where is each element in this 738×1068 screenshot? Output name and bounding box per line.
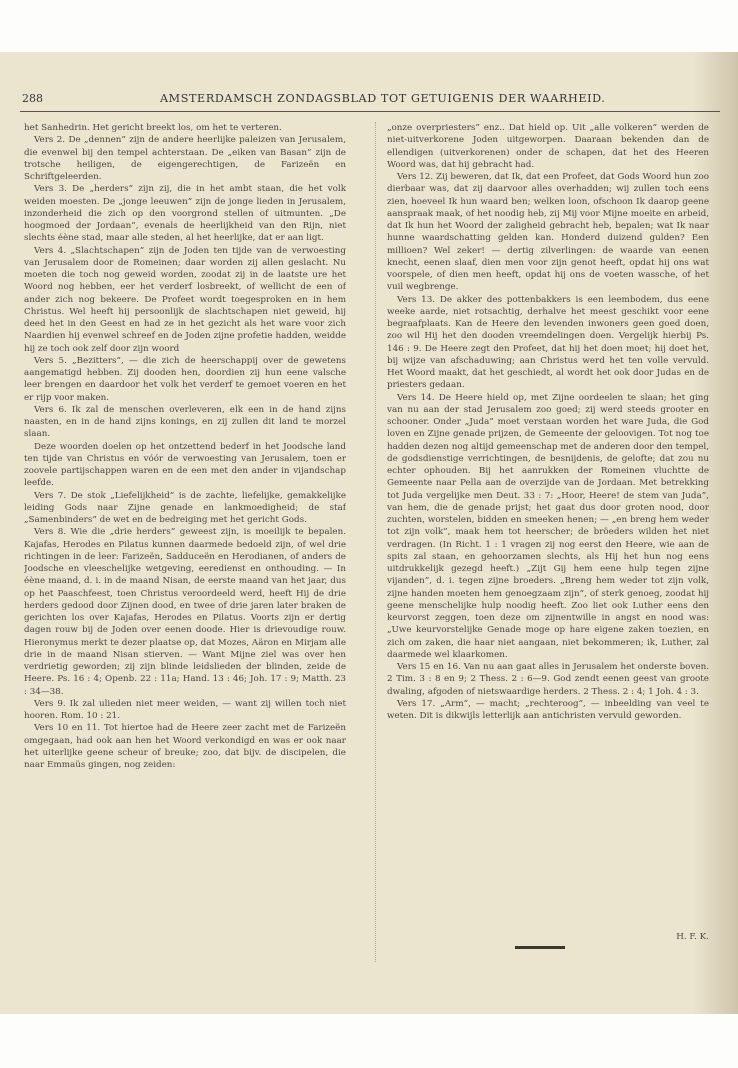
running-head: AMSTERDAMSCH ZONDAGSBLAD TOT GETUIGENIS DER WAARHEID. <box>160 92 606 105</box>
paragraph: Vers 8. Wie die „drie herders” geweest zijn, is moeilijk te bepalen. Kajafas, Herodes en Pilatus kunnen daarmede bedoeld zijn, of wel drie richtingen in de leer: Farizeën, Sadduceën en Herodianen, of anders de Joodsche en vleeschelijke wetgeving, eeredienst en onthouding. — In éène maand, d. i. in de maand Nisan, de eerste maand van het jaar, dus op het Paaschfeest, toen Christus veroordeeld werd, heeft Hij de drie herders gedood door Zijnen dood, en twee of drie jaren later braken de gerichten los over Kajafas, Herodes en Pilatus. Voorts zijn er dertig dagen rouw bij de Joden over eenen doode. Hier is drievoudige rouw. Hieronymus merkt te dezer plaatse op, dat Mozes, Aäron en Mirjam alle drie in de maand Nisan stierven. — Want Mijne ziel was over hen verdrietig geworden; zij zijn blinde leidslieden der blinden, zeide de Heere. Ps. 16 : 4; Openb. 22 : 11a; Hand. 13 : 46; Joh. 17 : 9; Matth. 23 : 34—38. <box>24 527 346 697</box>
paragraph: Deze woorden doelen op het ontzettend bederf in het Joodsche land ten tijde van Christus en vóór de verwoesting van Jerusalem, toen er zoovele partijschappen waren en de een met den ander in vijandschap leefde. <box>24 441 346 489</box>
column-separator <box>375 122 376 962</box>
paragraph: Vers 17. „Arm”, — macht; „rechteroog”, — inbeelding van veel te weten. Dit is dikwijls letterlijk aan antichristen vervuld geworden. <box>387 698 709 721</box>
paragraph: Vers 9. Ik zal ulieden niet meer weiden, — want zij willen toch niet hooren. Rom. 10 : 21. <box>24 698 346 721</box>
signature: H. F. K. <box>676 932 709 942</box>
paragraph: Vers 6. Ik zal de menschen overleveren, elk een in de hand zijns naasten, en in de hand zijns konings, en zij zullen dit land te morzel slaan. <box>24 404 346 440</box>
paragraph: Vers 4. „Slachtschapen” zijn de Joden ten tijde van de verwoesting van Jerusalem door de Romeinen; daar worden zij allen geslacht. Nu moeten die toch nog geweid worden, zoodat zij in de laatste ure het Woord nog hebben, eer het verderf losbreekt, of wellicht de een of ander zich nog bekeere. De Profeet wordt toegesproken en in hem Christus. Wel heeft hij persoonlijk de slachtschapen niet geweid, hij deed het in den Geest en had ze in het gezicht als het ware voor zich Naardien hij evenwel schreef en de Joden zijne profetie hadden, weidde hij ze toch ook zelf door zijn woord <box>24 245 346 354</box>
page-number: 288 <box>22 92 43 105</box>
paragraph: Vers 2. De „dennen” zijn de andere heerlijke paleizen van Jerusalem, die evenwel bij den tempel achterstaan. De „eiken van Basan” zijn de trotsche heiligen, de eigengerechtigen, de Farizeën en Schriftgeleerden. <box>24 135 346 182</box>
paragraph: „onze overpriesters” enz.. Dat hield op. Uit „alle volkeren” werden de niet-uitverkorene Joden uitgeworpen. Daaraan bekenden dan de ellendigen (uitverkorenen) onder de schapen, dat het des Heeren Woord was, dat hij gebracht had. <box>387 123 709 170</box>
left-column <box>24 122 346 967</box>
newspaper-page <box>0 52 738 1014</box>
right-column <box>387 122 709 967</box>
paragraph: Vers 3. De „herders” zijn zij, die in het ambt staan, die het volk weiden moesten. De „jonge leeuwen” zijn de jonge lieden in Jerusalem, inzonderheid die zich op den voorgrond stellen of uitmunten. „De hoogmoed der Jordaan”, evenals de heerlijkheid van den Rijn, niet slechts éène stad, maar alle steden, al het heerlijke, dat er aan ligt. <box>24 184 346 244</box>
paragraph: Vers 7. De stok „Liefelijkheid” is de zachte, liefelijke, gemakkelijke leiding Gods naar Zijne genade en lankmoedigheid; de staf „Samenbinders” de wet en de bedreiging met het gericht Gods. <box>24 490 346 525</box>
signature-line <box>387 932 709 942</box>
paragraph: Vers 13. De akker des pottenbakkers is een leembodem, dus eene weeke aarde, niet rotsachtig, derhalve het meest geschikt voor eene begraafplaats. Kan de Heere den levenden inwoners geen goed doen, zoo wil Hij het den dooden vreemdelingen doen. Vergelijk hierbij Ps. 146 : 9. De Heere zegt den Profeet, dat hij het doen moet; hij doet het, bij wijze van afschaduwing; aan Christus werd het ten volle vervuld. Het Woord maakt, dat het geschiedt, al wordt het ook door Judas en de priesters gedaan. <box>387 294 709 391</box>
paragraph: Vers 5. „Bezitters”, — die zich de heerschappij over de gewetens aangematigd hebben. Zij dooden hen, doordien zij hun eene valsche leer brengen en daardoor het volk het verderf te gemoet voeren en het er rijp voor maken. <box>24 355 346 403</box>
paragraph: het Sanhedrin. Het gericht breekt los, om het te verteren. <box>24 123 282 133</box>
paragraph: Vers 15 en 16. Van nu aan gaat alles in Jerusalem het onderste boven. 2 Tim. 3 : 8 en 9; 2 Thess. 2 : 6—9. God zendt eenen geest van groote dwaling, afgoden of nietswaardige herders. 2 Thess. 2 : 4; 1 Joh. 4 : 3. <box>387 662 709 697</box>
paragraph: Vers 12. Zij beweren, dat Ik, dat een Profeet, dat Gods Woord hun zoo dierbaar was, dat zij daarvoor alles overhadden; wij zullen toch eens zien, hoeveel Ik hun waard ben; welken loon, ofschoon Ik daarop geene aanspraak maak, of het noodig heb, zij Mij voor Mijne moeite en arbeid, dat Ik hun het Woord der zaligheid gebracht heb, bepalen; wat Ik naar hunne waardschatting gelden kan. Honderd duizend gulden? Een millioen? Wel zeker! — dertig zilverlingen: de waarde van eenen knecht, eenen slaaf, dien men voor zijn genot heeft, opdat hij ons wat voorspele, of dien men heeft, opdat hij ons de voeten wassche, of het vuil wegbrenge. <box>387 172 709 293</box>
header-rule <box>20 111 720 112</box>
paragraph: Vers 10 en 11. Tot hiertoe had de Heere zeer zacht met de Farizeën omgegaan, had ook aan hen het Woord verkondigd en was er ook naar het uiterlijke geene scheur of breuke; zoo, dat bijv. de discipelen, die naar Emmaüs gingen, nog zeiden: <box>24 723 346 770</box>
paragraph: Vers 14. De Heere hield op, met Zijne oordeelen te slaan; het ging van nu aan der stad Jerusalem zoo goed; zij werd steeds grooter en schooner. Onder „Juda” moet verstaan worden het ware Juda, die God loven en Zijne genade prijzen, de Gemeente der geloovigen. Tot nog toe hadden dezen nog altijd gemeenschap met de anderen door den tempel, de godsdienstige verrichtingen, de besnijdenis, de gelofte; dat zou nu echter ophouden. Bij het aanrukken der Romeinen vluchtte de Gemeente naar Pella aan de overzijde van de Jordaan. Met betrekking tot Juda vergelijke men Deut. 33 : 7: „Hoor, Heere! de stem van Juda”, van hem, die de genade prijst; het gaat dus door groten nood, door zuchten, worstelen, bidden en smeeken henen; — „en breng hem weder tot zijn volk”, maak hem tot heerscher; de bröeders wilden het niet verdragen. (In Richt. 1 : 1 vragen zij nog eerst den Heere, wie aan de spits zal staan, en gehoorzamen slechts, als Hij het hun nog eens uitdrukkelijk gezegd heeft.) „Zijt Gij hem eene hulp tegen zijne vijanden”, d. i. tegen zijne broeders. „Breng hem weder tot zijn volk, zijne handen moeten hem genoegzaam zijn”, of sterk genoeg, zoodat hij geene menschelijke hulp noodig heeft. Zoo liet ook Luther eens den keurvorst zeggen, toen deze om zijnentwille in angst en nood was: „Uwe keurvorstelijke Genade moge op hare eigene zaken toezien, en zich om zaken, die haar niet aangaan, niet bekommeren; ik, Luther, zal daarmede wel klaarkomen. <box>387 392 709 660</box>
end-rule <box>515 946 565 949</box>
